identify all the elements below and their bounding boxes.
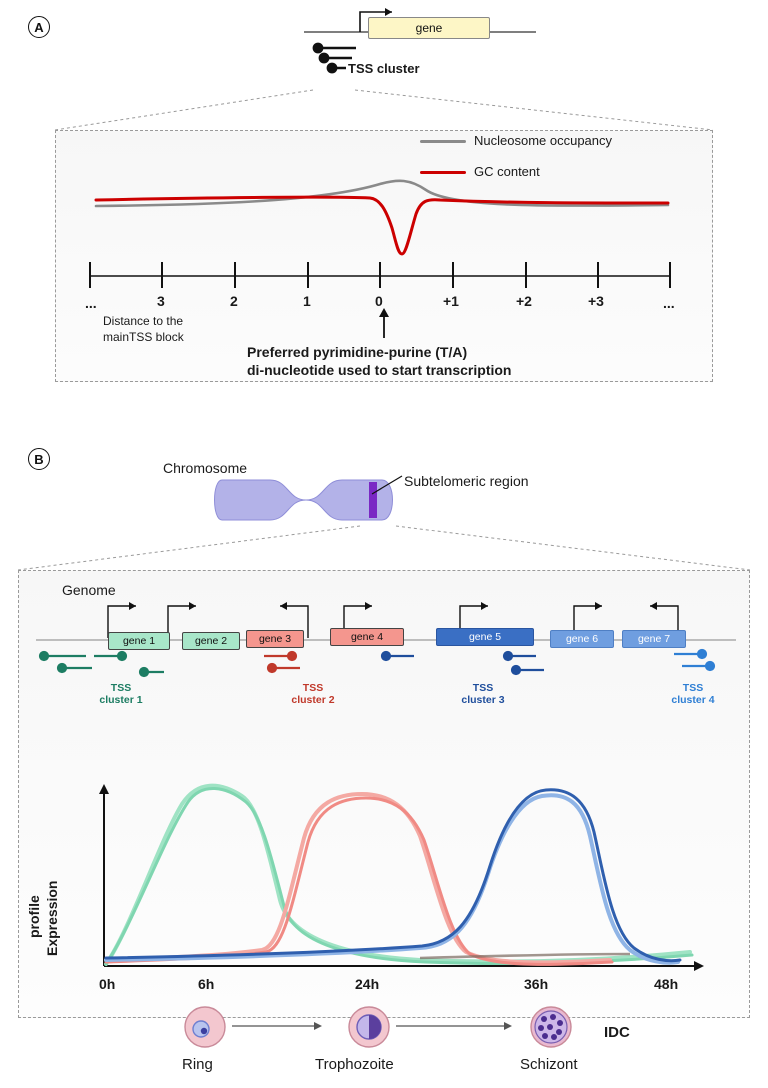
tss-cluster-1-line2: cluster 1 — [99, 694, 143, 706]
x-tick-36h: 36h — [524, 976, 549, 992]
x-tick-24h: 24h — [355, 976, 380, 992]
gene-box-6: gene 6 — [550, 630, 614, 648]
gene-box-main: gene — [368, 17, 490, 39]
stage-label-ring: Ring — [182, 1056, 213, 1073]
idc-label: IDC — [604, 1024, 630, 1041]
tss-cluster-2-label — [270, 682, 356, 706]
axis-tick-8: ... — [663, 295, 675, 311]
legend-label-gc: GC content — [474, 164, 540, 179]
x-tick-48h: 48h — [654, 976, 679, 992]
tss-cluster-3-label — [440, 682, 526, 706]
stage-label-schizont: Schizont — [520, 1056, 578, 1073]
stage-label-trophozoite: Trophozoite — [315, 1056, 394, 1073]
panel-a-funnel — [55, 88, 713, 132]
axis-tick-2: 2 — [230, 293, 238, 309]
tss-cluster-3-line1: TSS — [472, 682, 494, 694]
panel-b-funnel — [18, 522, 750, 572]
axis-caption-line2: mainTSS block — [103, 330, 184, 344]
x-tick-6h: 6h — [198, 976, 215, 992]
panel-label-b: B — [28, 448, 50, 470]
schizont-stage-icon — [528, 1004, 576, 1050]
genome-label: Genome — [62, 582, 116, 598]
tss-cluster-4-label — [650, 682, 736, 706]
tss-cluster-1-label — [78, 682, 164, 706]
axis-tick-6: +2 — [516, 293, 532, 309]
tss-arrow-up-icon — [370, 306, 400, 340]
expression-chart — [90, 780, 710, 976]
y-axis-label-line2: profile — [26, 895, 42, 938]
y-axis-label — [26, 838, 60, 958]
tss-cluster-2-line2: cluster 2 — [291, 694, 335, 706]
axis-tick-3: 1 — [303, 293, 311, 309]
axis-tick-5: +1 — [443, 293, 459, 309]
tss-cluster-2-line1: TSS — [302, 682, 324, 694]
tss-cluster-3-line2: cluster 3 — [461, 694, 505, 706]
axis-tick-4: 0 — [375, 293, 383, 309]
annotation-line2: di-nucleotide used to start transcription — [247, 362, 512, 378]
trophozoite-stage-icon — [346, 1004, 394, 1050]
legend-swatch-nucleosome — [420, 140, 466, 143]
axis-tick-1: 3 — [157, 293, 165, 309]
panel-label-a: A — [28, 16, 50, 38]
chromosome-label: Chromosome — [163, 460, 248, 476]
tss-cluster-label: TSS cluster — [348, 61, 420, 76]
x-tick-0h: 0h — [99, 976, 116, 992]
legend-label-nucleosome: Nucleosome occupancy — [474, 133, 613, 148]
gene-box-5: gene 5 — [436, 628, 534, 646]
panel-a-axis — [80, 258, 680, 288]
tss-cluster-4-line1: TSS — [682, 682, 704, 694]
subtelomeric-label: Subtelomeric region — [404, 473, 529, 489]
axis-tick-7: +3 — [588, 293, 604, 309]
tss-cluster-4-line2: cluster 4 — [671, 694, 715, 706]
gene-box-2: gene 2 — [182, 632, 240, 650]
axis-tick-0: ... — [85, 295, 97, 311]
axis-caption-line1: Distance to the — [103, 314, 184, 328]
y-axis-label-line1: Expression — [44, 880, 60, 956]
gene-box-3: gene 3 — [246, 630, 304, 648]
gene-box-4: gene 4 — [330, 628, 404, 646]
panel-a-curves — [80, 170, 680, 260]
annotation-line1: Preferred pyrimidine-purine (T/A) — [247, 344, 468, 360]
tss-cluster-reads-genome — [34, 648, 734, 684]
tss-cluster-1-line1: TSS — [110, 682, 132, 694]
gene-box-1: gene 1 — [108, 632, 170, 650]
ring-stage-icon — [182, 1004, 230, 1050]
gene-box-7: gene 7 — [622, 630, 686, 648]
